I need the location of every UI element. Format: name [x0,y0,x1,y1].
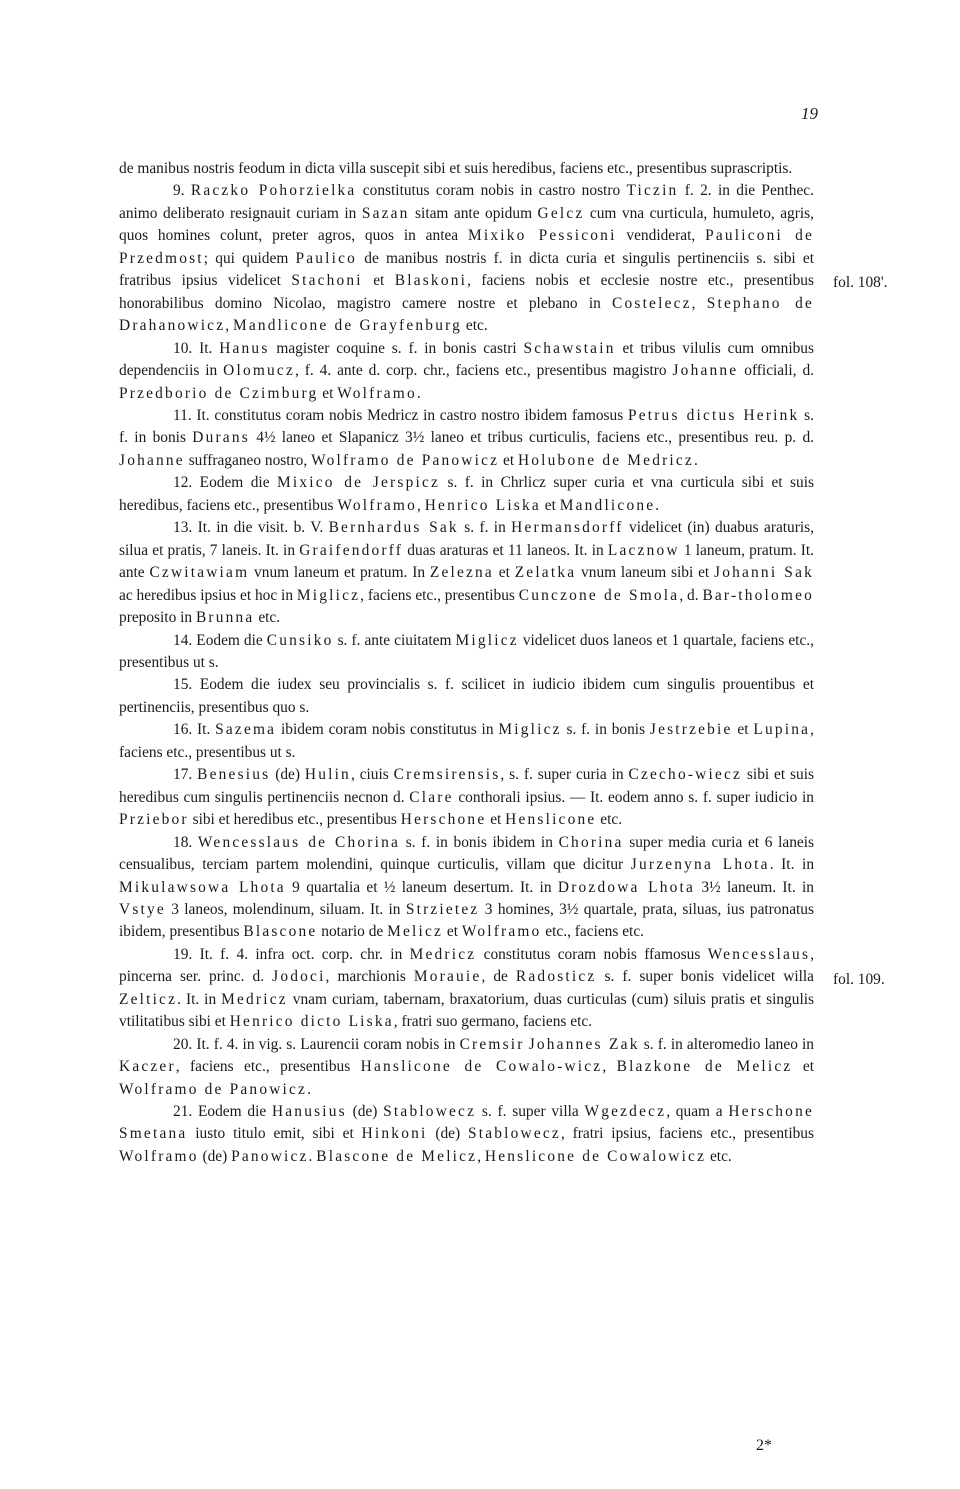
spaced-name: Gelcz [537,204,585,222]
spaced-name: Durans [192,429,250,447]
text-run: 14. Eodem die [173,631,267,649]
text-run: cum vna curticula, humuleto, agris, quos homines colunt, preter agros, quos in antea [119,204,814,245]
spaced-name: Miglicz [296,586,361,604]
spaced-name: Drozdowa Lhota [557,878,696,896]
text-run: 11. It. constitutus coram nobis Medricz in castro nostro ibidem famosus [173,406,628,424]
spaced-name: Mandlicone [559,496,656,514]
text-run: magister coquine s. f. in bonis castri [269,339,524,357]
entry-10 [119,338,814,405]
spaced-name: Graifendorff [299,541,404,559]
text-run: officiali, d. [738,362,814,380]
text-run: . It. in [177,990,222,1008]
text-run: . [307,1080,311,1098]
text-run: , s. f. super curia in [500,766,629,784]
entry-11 [119,405,814,472]
text-run: , f. 4. ante d. corp. chr., faciens etc., presentibus magistro [294,362,673,380]
paragraph-continuation [119,158,814,180]
entry-20 [119,1034,814,1101]
text-run: sitam ante opidum [409,204,538,222]
spaced-name: Raczko Pohorzielka [190,182,357,200]
text-run: , faciens nobis et ecclesie nostre etc., presentibus honorabilibus domino Nicolao, magistro camere nostre et plebano in [119,272,814,312]
text-run: et [362,272,395,290]
text-run: , quam a [666,1103,729,1121]
spaced-name: Wencesslaus de Chorina [197,833,401,851]
entry-12 [119,472,814,517]
text-run: et [499,451,518,469]
spaced-name: Jurzenyna Lhota [630,856,770,874]
text-run: 15. Eodem die iudex seu provincialis s. f. scilicet in iudicio ibidem cum singulis prouentibus et pertinenciis, presentibus quo s. [119,676,814,716]
spaced-name: Vstye [119,900,166,918]
spaced-name: Wolframo [337,384,417,402]
spaced-name: Strzietez [405,900,480,918]
spaced-name: Johanne [672,362,739,380]
text-run: , fratri suo germano, faciens etc. [393,1013,593,1031]
text-run: etc., faciens etc. [541,923,644,941]
text-run: , faciens etc., presentibus [175,1058,361,1076]
text-run: 19. It. f. 4. infra oct. corp. chr. in [173,945,410,963]
margin-note-folio: fol. 108'. [833,274,888,291]
text-run: (de) [198,1147,232,1165]
spaced-name: Melicz [387,923,444,941]
text-run: 4½ laneo et Slapanicz 3½ laneo et tribus curticulis, faciens etc., presentibus reu. p. d. [249,429,814,447]
text-run: etc. [462,317,488,335]
text-run: constitutus coram nobis in castro nostro [356,182,627,200]
document-body [119,158,814,1168]
spaced-name: Henslicone [505,811,597,829]
text-run: , [417,496,425,514]
spaced-name: Hermansdorff [511,519,624,537]
text-run: sibi et heredibus etc., presentibus [188,811,401,829]
spaced-name: Medricz [221,990,288,1008]
entry-14 [119,630,814,675]
text-run: s. f. in Chrlicz super curia et vna curticula sibi et suis heredibus, faciens etc., presentibus [119,474,814,514]
text-run: preposito in [119,609,196,627]
spaced-name: Radosticz [515,968,597,986]
spaced-name: Herschone [400,811,487,829]
text-run: 12. Eodem die [173,474,277,492]
spaced-name: Costelecz [612,294,692,312]
entry-13 [119,517,814,629]
spaced-name: Jestrzebie [649,721,733,739]
page-number: 19 [801,104,818,123]
spaced-name: Wolframo [119,1147,199,1165]
spaced-name: Paulico [295,249,358,267]
text-run: et [493,564,515,582]
text-run: 9 quartalia et ½ laneum desertum. It. in [285,878,558,896]
text-run: , ciuis [350,766,394,784]
text-run: s. f. super villa [476,1103,585,1121]
spaced-name: Prziebor [119,811,189,829]
entry-18 [119,832,814,944]
text-run: . [655,496,660,514]
spaced-name: Miglicz [498,721,562,739]
spaced-name: Bernhardus Sak [328,519,459,537]
text-run: , marchionis [325,968,414,986]
text-run: super media curia et 6 laneis censualibus, terciam partem molendini, quinque curticulis, villam que dicitur [119,833,814,874]
entry-19 [119,944,814,1034]
spaced-name: Lacznow [607,541,680,559]
spaced-name: Wencesslaus [707,945,811,963]
text-run: conthorali ipsius. — It. eodem anno s. f. super iudicio in [453,788,814,806]
spaced-name: Zelezna [429,564,494,582]
spaced-name: Lupina [753,721,811,739]
text-run: , faciens etc., presentibus ut s. [119,721,814,761]
text-run: et [732,721,754,739]
spaced-name: Olomucz [223,362,295,380]
text-run: etc. [596,811,623,829]
spaced-name: Czecho-wiecz [628,766,743,784]
text-run: notario de [317,923,388,941]
text-run: (de) [346,1103,384,1121]
spaced-name: Mixiko Pessiconi [468,227,617,245]
spaced-name: Ticzin [626,182,679,200]
spaced-name: Blascone de Melicz [316,1147,478,1165]
spaced-name: Herschone Smetana [119,1103,814,1143]
text-run: . [416,384,421,402]
text-run: , [691,294,707,312]
spaced-name: Blaskoni [394,272,468,290]
entry-15 [119,674,814,719]
text-run: , [602,1058,617,1076]
spaced-name: Jodoci [272,968,326,986]
text-run: videlicet (in) duabus araturis, silua et pratis, 7 laneis. It. in [119,519,814,559]
spaced-name: Hulin [304,766,351,784]
text-run: et [443,923,462,941]
text-run: et [318,384,338,402]
spaced-name: Medricz [409,945,477,963]
entry-21 [119,1101,814,1168]
text-run: s. f. ante ciuitatem [333,631,456,649]
text-run: vnum laneum et pratum. In [249,564,430,582]
text-run: f. 2. in die Penthec. animo deliberato resignauit curiam in [119,182,814,222]
spaced-name: Sazema [215,721,277,739]
spaced-name: Cunsiko [266,631,334,649]
spaced-name: Brunna [195,609,255,627]
spaced-name: Schawstain [523,339,616,357]
text-run: 9. [173,182,191,200]
text-run: s. f. in bonis [119,406,814,447]
text-run: constitutus coram nobis ffamosus [476,945,708,963]
text-run: 20. It. f. 4. in vig. s. Laurencii coram nobis in [173,1035,460,1053]
entry-16 [119,719,814,764]
text-run: vnum laneum sibi et [576,564,715,582]
text-run: , d. [679,586,703,604]
spaced-name: Holubone de Medricz [517,451,694,469]
spaced-name: Czwitawiam [149,564,250,582]
spaced-name: Henslicone de Cowalowicz [484,1147,707,1165]
spaced-name: Hanslicone de Cowalo-wicz [360,1058,603,1076]
text-run: ibidem coram nobis constitutus in [276,721,499,739]
text-run: de manibus nostris f. in dicta curia et singulis pertinenciis s. sibi et fratribus ipsius videlicet [119,249,814,290]
spaced-name: Benesius [197,766,271,784]
text-run: (de) [270,766,305,784]
text-run: 17. [173,766,198,784]
spaced-name: Pauliconi de Przedmost [119,227,814,267]
entry-17 [119,764,814,831]
text-run: etc. [254,609,281,627]
text-run: s. f. super bonis videlicet willa [596,968,814,986]
text-run: 16. It. [173,721,216,739]
spaced-name: Wgezdecz [584,1103,667,1121]
spaced-name: Zelticz [119,990,178,1008]
text-run: de manibus nostris feodum in dicta villa suscepit sibi et suis heredibus, faciens etc., presentibus suprascriptis. [119,160,793,177]
text-run: 13. It. in die visit. b. V. [173,519,329,537]
spaced-name: Bar-tholomeo [702,586,815,604]
spaced-name: Chorina [558,833,624,851]
text-run: , [477,1147,485,1165]
text-run: 3½ laneum. It. in [695,878,814,896]
text-run: etc. [706,1147,732,1165]
spaced-name: Wolframo [337,496,418,514]
spaced-name: Henrico Liska [424,496,541,514]
spaced-name: Panowicz [231,1147,309,1165]
text-run: ; qui quidem [203,249,296,267]
text-run: , pincerna ser. princ. d. [119,945,814,986]
spaced-name: Cremsirensis [393,766,501,784]
spaced-name: Blascone [243,923,318,941]
text-run: ac heredibus ipsius et hoc in [119,586,297,604]
text-run: et tribus vilulis cum omnibus dependenciis in [119,339,814,380]
text-run: (de) [427,1125,468,1143]
margin-note-folio: fol. 109. [833,971,885,988]
text-run: s. f. in bonis [561,721,650,739]
spaced-name: Hanusius [271,1103,347,1121]
text-run: vnam curiam, tabernam, braxatorium, duas curticulas (cum) siluis pratis et singulis vtilitatibus sibi et [119,990,814,1031]
text-run: 1 laneum, pratum. It. ante [119,541,814,582]
entry-9 [119,180,814,337]
spaced-name: Wolframo de Panowicz [311,451,500,469]
spaced-name: Stachoni [291,272,363,290]
text-run: 3 laneos, molendinum, siluam. It. in [165,900,406,918]
text-run: s. f. in [458,519,512,537]
spaced-name: Mixico de Jerspicz [276,474,441,492]
spaced-name: Cremsir [459,1035,525,1053]
text-run: 21. Eodem die [173,1103,272,1121]
text-run: s. f. in bonis ibidem in [400,833,559,851]
spaced-name: Henrico dicto Liska [229,1013,394,1031]
text-run: 3 homines, 3½ quartale, prata, siluas, ius patronatus ibidem, presentibus [119,900,814,941]
text-run: sibi et suis heredibus cum singulis pertinenciis necnon d. [119,766,815,806]
text-run: , fratri ipsius, faciens etc., presentibus [560,1125,814,1143]
text-run: 18. [173,833,198,851]
spaced-name: Hanus [219,339,270,357]
spaced-name: Cunczone de Smola [518,586,680,604]
spaced-name: Mandlicone de Grayfenburg [232,317,463,335]
text-run: . [308,1147,317,1165]
spaced-name: Blazkone de Melicz [616,1058,793,1076]
text-run: iusto titulo emit, sibi et [187,1125,362,1143]
spaced-name: Zelatka [514,564,577,582]
text-run: vendiderat, [616,227,706,245]
text-run: , [225,317,233,335]
text-run: , de [481,968,516,986]
spaced-name: Clare [409,788,454,806]
text-run: duas araturas et 11 laneos. It. in [403,541,608,559]
spaced-name: Johanne [119,451,185,469]
spaced-name: Stablowecz [383,1103,477,1121]
spaced-name: Kaczer [119,1058,176,1076]
spaced-name: Przedborio de Czimburg [119,384,319,402]
spaced-name: Mikulawsowa Lhota [119,878,286,896]
spaced-name: Hinkoni [361,1125,428,1143]
text-run: , faciens etc., presentibus [360,586,519,604]
text-run: et [486,811,506,829]
text-run: et [792,1058,814,1076]
spaced-name: Morauie [413,968,482,986]
spaced-name: Petrus dictus Herink [627,406,800,424]
spaced-name: Miglicz [455,631,519,649]
spaced-name: Sazan [361,204,410,222]
spaced-name: Stablowecz [468,1125,561,1143]
spaced-name: Johanni Sak [714,564,814,582]
text-run: . It. in [769,856,815,874]
spaced-name: Johannes Zak [528,1035,640,1053]
spaced-name: Wolframo [461,923,542,941]
signature-mark: 2* [756,1437,772,1454]
text-run: s. f. in alteromedio laneo in [639,1035,814,1053]
text-run: . [693,451,698,469]
text-run: videlicet duos laneos et 1 quartale, faciens etc., presentibus ut s. [119,631,814,671]
text-run: et [540,496,560,514]
spaced-name: Stephano de Drahanowicz [119,294,815,335]
text-run: 10. It. [173,339,220,357]
spaced-name: Wolframo de Panowicz [119,1080,308,1098]
text-run: suffraganeo nostro, [184,451,312,469]
